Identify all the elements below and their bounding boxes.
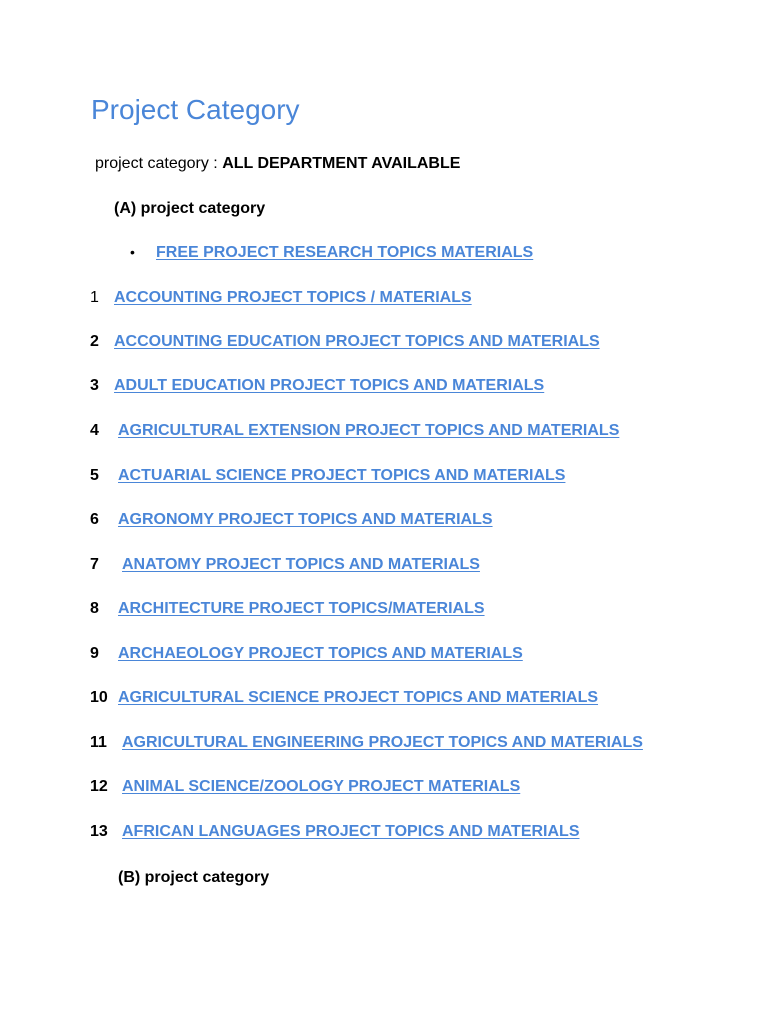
- item-link[interactable]: AGRICULTURAL EXTENSION PROJECT TOPICS AND MATERIALS: [118, 422, 620, 439]
- item-link[interactable]: ACCOUNTING PROJECT TOPICS / MATERIALS: [114, 289, 472, 306]
- item-number: 3: [90, 377, 99, 394]
- list-item: [90, 823, 580, 841]
- section-b-heading: (B) project category: [118, 869, 270, 886]
- item-number: 6: [90, 511, 99, 528]
- intro-label: project category: [95, 155, 209, 172]
- item-number: 5: [90, 467, 99, 484]
- item-link[interactable]: AFRICAN LANGUAGES PROJECT TOPICS AND MATERIALS: [122, 823, 580, 840]
- list-item: [90, 645, 523, 663]
- list-item: [90, 422, 619, 440]
- list-item: [90, 600, 485, 618]
- free-topics-link[interactable]: FREE PROJECT RESEARCH TOPICS MATERIALS: [156, 244, 534, 261]
- item-link[interactable]: ACCOUNTING EDUCATION PROJECT TOPICS AND MATERIALS: [114, 333, 600, 350]
- list-item: [90, 778, 520, 796]
- item-link[interactable]: ANATOMY PROJECT TOPICS AND MATERIALS: [122, 556, 480, 573]
- list-item: [90, 467, 565, 485]
- list-item: [90, 333, 600, 351]
- list-item: [90, 689, 598, 707]
- list-item: [90, 734, 643, 752]
- item-link[interactable]: ANIMAL SCIENCE/ZOOLOGY PROJECT MATERIALS: [122, 778, 521, 795]
- intro-separator: :: [208, 155, 223, 172]
- free-topics-bullet: [130, 244, 533, 262]
- item-number: 13: [90, 823, 108, 840]
- item-link[interactable]: AGRICULTURAL ENGINEERING PROJECT TOPICS AND MATERIALS: [122, 734, 643, 751]
- item-number: 1: [90, 289, 99, 306]
- item-number: 2: [90, 333, 99, 350]
- item-number: 4: [90, 422, 99, 439]
- item-link[interactable]: ARCHITECTURE PROJECT TOPICS/MATERIALS: [118, 600, 485, 617]
- item-link[interactable]: ADULT EDUCATION PROJECT TOPICS AND MATERIALS: [114, 377, 545, 394]
- item-link[interactable]: ARCHAEOLOGY PROJECT TOPICS AND MATERIALS: [118, 645, 523, 662]
- bullet-icon: •: [130, 244, 135, 260]
- item-number: 8: [90, 600, 99, 617]
- item-number: 11: [90, 734, 107, 751]
- item-number: 7: [90, 556, 99, 573]
- item-number: 10: [90, 689, 108, 706]
- item-link[interactable]: ACTUARIAL SCIENCE PROJECT TOPICS AND MATERIALS: [118, 467, 566, 484]
- item-number: 12: [90, 778, 108, 795]
- section-a-heading: (A) project category: [114, 200, 266, 217]
- list-item: [90, 289, 472, 307]
- item-link[interactable]: AGRONOMY PROJECT TOPICS AND MATERIALS: [118, 511, 493, 528]
- intro-value: ALL DEPARTMENT AVAILABLE: [222, 155, 461, 172]
- intro-line: [95, 155, 460, 173]
- list-item: [90, 511, 493, 529]
- item-number: 9: [90, 645, 99, 662]
- list-item: [90, 556, 480, 574]
- page-title: Project Category: [91, 94, 300, 125]
- item-link[interactable]: AGRICULTURAL SCIENCE PROJECT TOPICS AND MATERIALS: [118, 689, 599, 706]
- list-item: [90, 377, 544, 395]
